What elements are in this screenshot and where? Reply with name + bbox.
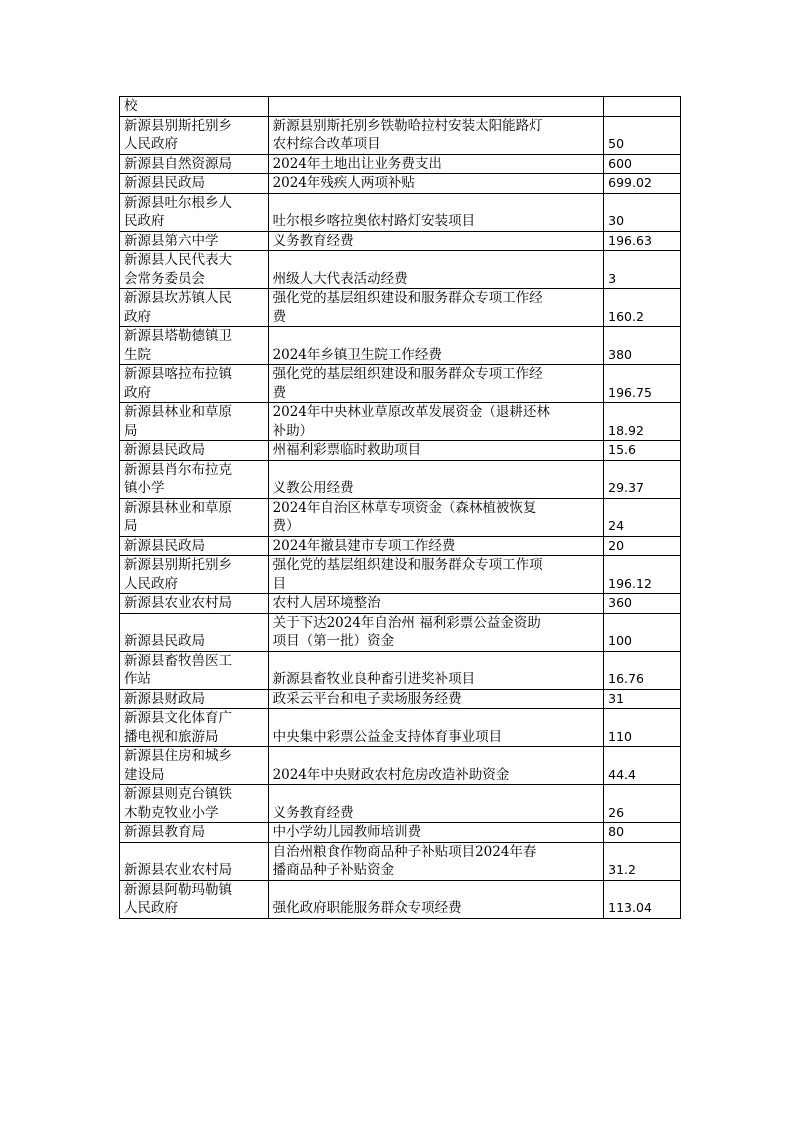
amount-text: 50 [608, 136, 625, 151]
unit-text: 新源县畜牧兽医工 [124, 652, 232, 669]
unit-text: 新源县财政局 [124, 690, 205, 707]
project-cell [268, 441, 604, 461]
amount-text: 110 [608, 728, 633, 744]
table-row [120, 365, 681, 403]
table-row [120, 823, 681, 843]
amount-cell [604, 709, 681, 747]
project-text: 政采云平台和电子卖场服务经费 [272, 690, 462, 707]
amount-text: 113.04 [608, 900, 652, 915]
project-text: 目 [272, 575, 287, 592]
table-row [120, 289, 681, 327]
unit-text: 新源县林业和草原 [124, 499, 232, 516]
unit-text: 新源县民政局 [124, 442, 205, 458]
unit-cell [120, 403, 269, 441]
amount-cell [604, 594, 681, 614]
unit-cell [120, 842, 269, 880]
project-text: 强化党的基层组织建设和服务群众专项工作经 [272, 366, 543, 382]
unit-text: 镇小学 [124, 480, 165, 496]
unit-cell [120, 594, 269, 614]
unit-text: 人民政府 [124, 575, 178, 592]
project-cell [268, 498, 604, 536]
unit-text: 新源县人民代表大 [124, 252, 232, 268]
unit-text: 民政府 [124, 213, 165, 229]
unit-cell [120, 97, 269, 117]
table-row [120, 842, 681, 880]
table-row [120, 651, 681, 689]
unit-text: 新源县别斯托别乡 [124, 117, 232, 134]
unit-text: 新源县民政局 [124, 175, 205, 191]
unit-cell [120, 174, 269, 194]
project-text: 强化政府职能服务群众专项经费 [272, 900, 462, 916]
unit-text: 新源县农业农村局 [124, 595, 232, 611]
table-body [120, 97, 681, 919]
table-row [120, 613, 681, 651]
unit-cell [120, 880, 269, 918]
unit-cell [120, 327, 269, 365]
amount-cell [604, 613, 681, 651]
amount-cell [604, 556, 681, 594]
unit-text: 新源县教育局 [124, 824, 205, 840]
table-row [120, 498, 681, 536]
table-row [120, 880, 681, 918]
amount-cell [604, 823, 681, 843]
amount-cell [604, 289, 681, 327]
project-text: 义教公用经费 [272, 480, 354, 496]
table-row [120, 785, 681, 823]
table-row [120, 441, 681, 461]
unit-cell [120, 231, 269, 251]
unit-text: 局 [124, 518, 138, 534]
unit-text: 新源县则克台镇铁 [124, 786, 232, 802]
unit-text: 新源县林业和草原 [124, 404, 232, 420]
table-row [120, 116, 681, 154]
project-text: 强化党的基层组织建设和服务群众专项工作经 [272, 290, 543, 306]
unit-cell [120, 251, 269, 289]
unit-text: 新源县阿勒玛勒镇 [124, 881, 232, 898]
project-cell [268, 747, 604, 785]
unit-text: 新源县第六中学 [124, 232, 219, 249]
unit-cell [120, 823, 269, 843]
amount-text: 196.75 [608, 384, 652, 400]
unit-text: 局 [124, 422, 138, 439]
unit-cell [120, 441, 269, 461]
table-row [120, 709, 681, 747]
table-row [120, 689, 681, 709]
project-text: 2024年残疾人两项补贴 [272, 175, 415, 191]
project-text: 中小学幼儿园教师培训费 [272, 824, 422, 840]
unit-text: 建设局 [124, 766, 165, 783]
unit-cell [120, 536, 269, 556]
table-row [120, 97, 681, 117]
project-text: 费） [272, 518, 300, 534]
amount-text: 16.76 [608, 671, 644, 686]
project-cell [268, 174, 604, 194]
amount-cell [604, 880, 681, 918]
project-text: 新源县畜牧业良种畜引进奖补项目 [272, 671, 476, 687]
unit-text: 新源县别斯托别乡 [124, 557, 232, 573]
amount-cell [604, 327, 681, 365]
table-row [120, 556, 681, 594]
amount-text: 15.6 [608, 442, 636, 457]
amount-cell [604, 251, 681, 289]
project-cell [268, 842, 604, 880]
project-text: 费 [272, 308, 287, 325]
amount-text: 31 [608, 690, 625, 706]
unit-cell [120, 747, 269, 785]
amount-text: 24 [608, 518, 625, 533]
amount-cell [604, 97, 681, 117]
project-cell [268, 785, 604, 823]
project-text: 义务教育经费 [272, 232, 354, 249]
project-cell [268, 97, 604, 117]
project-text: 吐尔根乡喀拉奥依村路灯安装项目 [272, 213, 476, 229]
project-text: 强化党的基层组织建设和服务群众专项工作项 [272, 557, 543, 573]
unit-text: 新源县自然资源局 [124, 155, 232, 172]
project-cell [268, 289, 604, 327]
unit-cell [120, 154, 269, 174]
unit-cell [120, 709, 269, 747]
unit-cell [120, 651, 269, 689]
unit-text: 新源县坎苏镇人民 [124, 290, 232, 306]
project-cell [268, 403, 604, 441]
table-row [120, 193, 681, 231]
amount-text: 699.02 [608, 175, 652, 190]
unit-cell [120, 556, 269, 594]
amount-text: 26 [608, 804, 625, 820]
amount-cell [604, 460, 681, 498]
unit-text: 校 [124, 98, 138, 114]
table-row [120, 174, 681, 194]
unit-cell [120, 289, 269, 327]
amount-text: 18.92 [608, 422, 644, 438]
project-cell [268, 880, 604, 918]
unit-cell [120, 785, 269, 823]
table-row [120, 403, 681, 441]
unit-cell [120, 365, 269, 403]
project-cell [268, 116, 604, 154]
project-text: 农村综合改革项目 [272, 136, 381, 152]
amount-text: 44.4 [608, 766, 636, 782]
table-row [120, 594, 681, 614]
project-cell [268, 594, 604, 614]
unit-text: 政府 [124, 384, 151, 401]
amount-cell [604, 842, 681, 880]
table-row [120, 747, 681, 785]
amount-text: 100 [608, 633, 633, 648]
table-row [120, 536, 681, 556]
unit-text: 人民政府 [124, 900, 178, 916]
table-row [120, 460, 681, 498]
amount-cell [604, 403, 681, 441]
project-cell [268, 709, 604, 747]
amount-cell [604, 116, 681, 154]
project-cell [268, 251, 604, 289]
amount-text: 196.63 [608, 232, 652, 248]
amount-text: 380 [608, 346, 633, 362]
allocation-table [119, 96, 681, 919]
project-text: 农村人居环境整治 [272, 595, 381, 611]
project-text: 2024年中央财政农村危房改造补助资金 [272, 766, 510, 783]
unit-text: 生院 [124, 346, 151, 363]
project-text: 州福利彩票临时救助项目 [272, 442, 422, 458]
project-cell [268, 365, 604, 403]
project-cell [268, 460, 604, 498]
project-text: 2024年自治区林草专项资金（森林植被恢复 [272, 499, 537, 516]
project-text: 项目（第一批）资金 [272, 633, 395, 649]
amount-text: 20 [608, 537, 625, 553]
amount-cell [604, 193, 681, 231]
unit-cell [120, 498, 269, 536]
project-cell [268, 327, 604, 365]
amount-cell [604, 651, 681, 689]
project-text: 关于下达2024年自治州 福利彩票公益金资助 [272, 614, 541, 631]
project-text: 中央集中彩票公益金支持体育事业项目 [272, 728, 503, 745]
unit-text: 新源县民政局 [124, 537, 205, 554]
amount-text: 196.12 [608, 575, 652, 591]
table-row [120, 154, 681, 174]
project-cell [268, 536, 604, 556]
amount-text: 3 [608, 270, 617, 286]
project-cell [268, 193, 604, 231]
amount-cell [604, 689, 681, 709]
unit-cell [120, 460, 269, 498]
table-row [120, 231, 681, 251]
project-text: 2024年土地出让业务费支出 [272, 155, 442, 172]
amount-cell [604, 154, 681, 174]
project-cell [268, 823, 604, 843]
unit-cell [120, 689, 269, 709]
project-cell [268, 689, 604, 709]
unit-text: 会常务委员会 [124, 270, 205, 287]
unit-text: 作站 [124, 671, 151, 687]
project-cell [268, 613, 604, 651]
amount-text: 360 [608, 595, 633, 610]
amount-cell [604, 231, 681, 251]
amount-text: 29.37 [608, 480, 644, 495]
project-cell [268, 651, 604, 689]
project-text: 义务教育经费 [272, 804, 354, 821]
unit-text: 新源县塔勒德镇卫 [124, 328, 232, 344]
project-text: 费 [272, 384, 287, 401]
amount-cell [604, 536, 681, 556]
table-row [120, 251, 681, 289]
project-text: 2024年撤县建市专项工作经费 [272, 537, 456, 554]
project-cell [268, 231, 604, 251]
unit-cell [120, 193, 269, 231]
amount-cell [604, 365, 681, 403]
unit-text: 人民政府 [124, 136, 178, 152]
project-text: 自治州粮食作物商品种子补贴项目2024年春 [272, 843, 537, 860]
project-text: 2024年乡镇卫生院工作经费 [272, 346, 442, 363]
unit-cell [120, 613, 269, 651]
unit-text: 新源县喀拉布拉镇 [124, 366, 232, 382]
unit-text: 新源县肖尔布拉克 [124, 461, 232, 478]
unit-text: 新源县民政局 [124, 633, 205, 649]
project-text: 州级人大代表活动经费 [272, 270, 408, 287]
amount-cell [604, 174, 681, 194]
amount-text: 160.2 [608, 308, 644, 324]
table-row [120, 327, 681, 365]
unit-text: 新源县文化体育广 [124, 710, 232, 726]
project-cell [268, 154, 604, 174]
project-text: 2024年中央林业草原改革发展资金（退耕还林 [272, 404, 550, 420]
amount-cell [604, 441, 681, 461]
project-text: 补助） [272, 422, 314, 439]
unit-text: 政府 [124, 308, 151, 325]
amount-text: 80 [608, 824, 625, 839]
unit-cell [120, 116, 269, 154]
unit-text: 播电视和旅游局 [124, 728, 219, 745]
project-text: 播商品种子补贴资金 [272, 862, 395, 878]
amount-cell [604, 785, 681, 823]
unit-text: 新源县住房和城乡 [124, 748, 232, 764]
unit-text: 新源县农业农村局 [124, 862, 232, 878]
amount-cell [604, 498, 681, 536]
unit-text: 木勒克牧业小学 [124, 804, 219, 821]
unit-text: 新源县吐尔根乡人 [124, 194, 232, 211]
amount-text: 31.2 [608, 862, 636, 877]
amount-text: 30 [608, 213, 625, 228]
amount-text: 600 [608, 155, 633, 171]
project-text: 新源县别斯托别乡铁勒哈拉村安装太阳能路灯 [272, 117, 543, 134]
project-cell [268, 556, 604, 594]
amount-cell [604, 747, 681, 785]
